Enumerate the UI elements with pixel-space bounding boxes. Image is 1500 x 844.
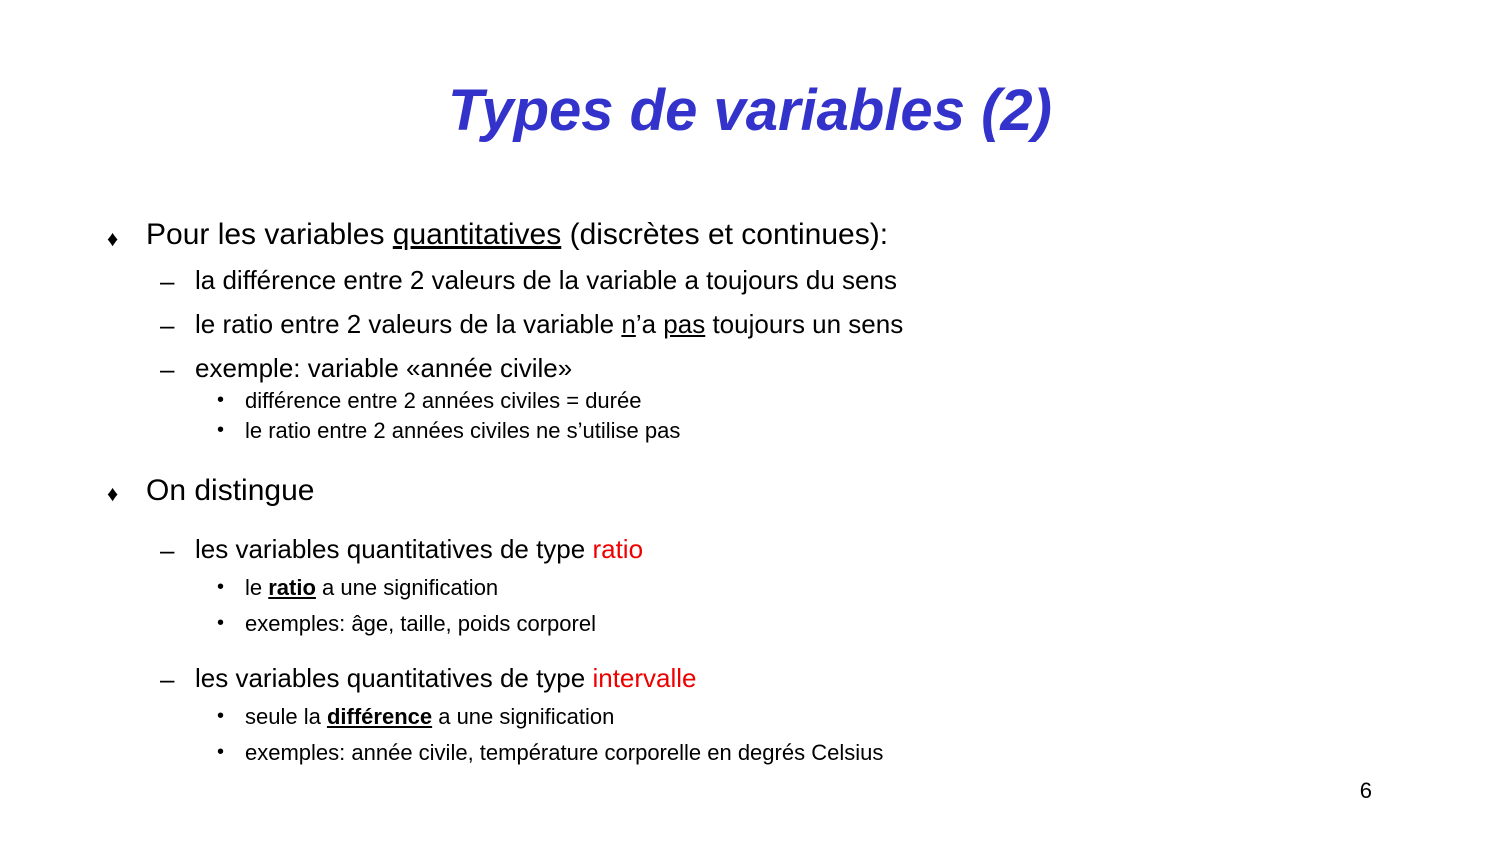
page-number: 6 — [1359, 778, 1372, 803]
dash-bullet-icon: – — [160, 310, 175, 340]
sub-bullet-ratio-type — [195, 535, 643, 565]
item-interval-meaning — [245, 704, 614, 729]
dash-bullet-icon: – — [160, 354, 175, 384]
dash-bullet-icon: – — [160, 535, 175, 565]
dot-bullet-icon: • — [217, 741, 225, 763]
item-ratio-meaning — [245, 575, 498, 600]
bullet-quantitative — [146, 218, 888, 253]
underlined-term: pas — [663, 309, 706, 339]
dot-bullet-icon: • — [217, 612, 225, 634]
dot-bullet-icon: • — [217, 576, 225, 598]
sub-bullet-text: les variables quantitatives de type — [195, 534, 593, 564]
item-ratio-not-used: le ratio entre 2 années civiles ne s’utilise pas — [245, 418, 681, 443]
dash-bullet-icon: – — [160, 266, 175, 296]
item-text: le — [245, 575, 269, 600]
item-text: a une signification — [315, 575, 499, 600]
highlight-term: ratio — [592, 534, 644, 564]
item-ratio-examples: exemples: âge, taille, poids corporel — [245, 611, 596, 636]
item-duration: différence entre 2 années civiles = durée — [245, 388, 642, 413]
sub-bullet-difference: la différence entre 2 valeurs de la variable a toujours du sens — [195, 265, 897, 295]
item-text: a une signification — [432, 704, 615, 729]
sub-bullet-interval-type — [195, 664, 697, 694]
sub-bullet-example: exemple: variable «année civile» — [195, 353, 573, 383]
bullet-text: Pour les variables — [146, 218, 393, 251]
underlined-term: n — [621, 309, 636, 339]
sub-bullet-text: le ratio entre 2 valeurs de la variable — [195, 309, 622, 339]
bold-term: différence — [326, 704, 433, 729]
bold-term: ratio — [268, 575, 316, 600]
sub-bullet-ratio — [195, 310, 903, 340]
dot-bullet-icon: • — [217, 389, 225, 411]
underlined-term: quantitatives — [392, 218, 562, 251]
item-text: seule la — [245, 704, 327, 729]
sub-bullet-text: toujours un sens — [705, 309, 904, 339]
highlight-term: intervalle — [592, 663, 697, 693]
dot-bullet-icon: • — [217, 705, 225, 727]
diamond-bullet-icon: ♦ — [107, 226, 119, 251]
item-interval-examples: exemples: année civile, température corporelle en degrés Celsius — [245, 740, 884, 765]
sub-bullet-text: les variables quantitatives de type — [195, 663, 593, 693]
diamond-bullet-icon: ♦ — [107, 481, 119, 506]
dot-bullet-icon: • — [217, 419, 225, 441]
sub-bullet-text: ’a — [635, 309, 664, 339]
dash-bullet-icon: – — [160, 664, 175, 694]
bullet-text: (discrètes et continues): — [561, 218, 889, 251]
slide-title: Types de variables (2) — [448, 78, 1052, 143]
bullet-distinguish: On distingue — [146, 474, 315, 507]
